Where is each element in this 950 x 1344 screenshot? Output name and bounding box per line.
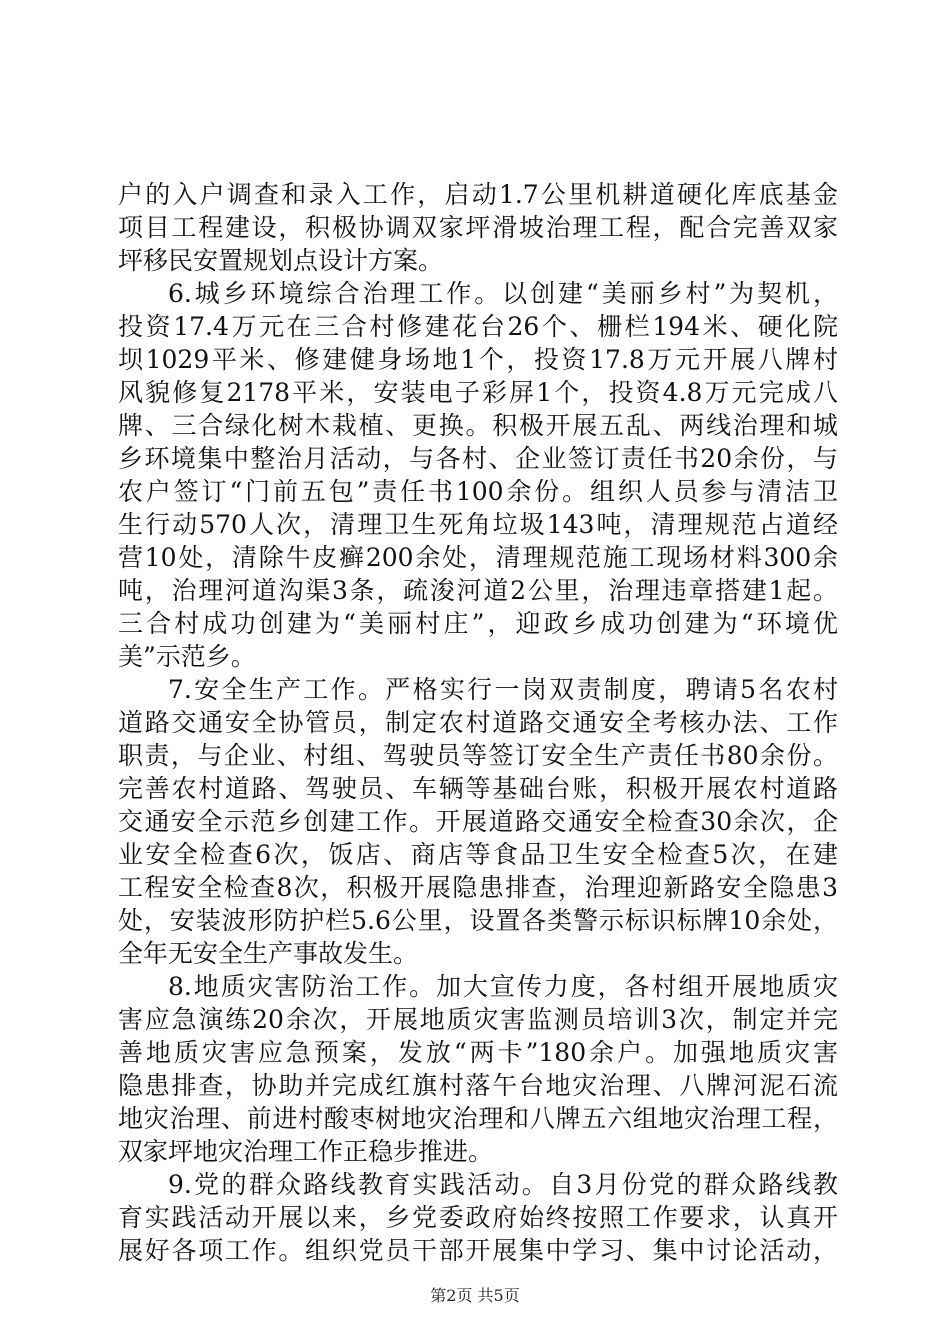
text-line: 6.城乡环境综合治理工作。以创建“美丽乡村”为契机，	[168, 279, 838, 308]
text-line: 户的入户调查和录入工作，启动1.7公里机耕道硬化库底基金	[118, 180, 838, 209]
text-line: 坝1029平米、修建健身场地1个，投资17.8万元开展八牌村	[118, 345, 838, 374]
text-line: 营10处，清除牛皮癣200余处，清理规范施工现场材料300余	[118, 543, 838, 572]
text-line: 项目工程建设，积极协调双家坪滑坡治理工程，配合完善双家	[118, 213, 838, 242]
text-line: 9.党的群众路线教育实践活动。自3月份党的群众路线教	[168, 1170, 838, 1199]
text-line: 业安全检查6次，饭店、商店等食品卫生安全检查5次，在建	[118, 840, 838, 869]
text-line: 8.地质灾害防治工作。加大宣传力度，各村组开展地质灾	[168, 972, 838, 1001]
text-line: 全年无安全生产事故发生。	[118, 939, 419, 968]
text-line: 隐患排查，协助并完成红旗村落午台地灾治理、八牌河泥石流	[118, 1071, 838, 1100]
text-line: 害应急演练20余次，开展地质灾害监测员培训3次，制定并完	[118, 1005, 838, 1034]
text-line: 风貌修复2178平米，安装电子彩屏1个，投资4.8万元完成八	[118, 378, 838, 407]
text-line: 职责，与企业、村组、驾驶员等签订安全生产责任书80余份。	[118, 741, 838, 770]
text-line: 双家坪地灾治理工作正稳步推进。	[118, 1137, 494, 1166]
text-line: 完善农村道路、驾驶员、车辆等基础台账，积极开展农村道路	[118, 774, 838, 803]
text-line: 7.安全生产工作。严格实行一岗双责制度，聘请5名农村	[168, 675, 838, 704]
text-line: 地灾治理、前进村酸枣树地灾治理和八牌五六组地灾治理工程，	[118, 1104, 838, 1133]
text-line: 乡环境集中整治月活动，与各村、企业签订责任书20余份，与	[118, 444, 838, 473]
text-line: 投资17.4万元在三合村修建花台26个、栅栏194米、硬化院	[118, 312, 838, 341]
text-line: 美”示范乡。	[118, 642, 256, 671]
text-line: 工程安全检查8次，积极开展隐患排查，治理迎新路安全隐患3	[118, 873, 838, 902]
text-line: 生行动570人次，清理卫生死角垃圾143吨，清理规范占道经	[118, 510, 838, 539]
text-line: 道路交通安全协管员，制定农村道路交通安全考核办法、工作	[118, 708, 838, 737]
text-line: 处，安装波形防护栏5.6公里，设置各类警示标识标牌10余处，	[118, 906, 838, 935]
document-body	[118, 178, 838, 1267]
text-line: 育实践活动开展以来，乡党委政府始终按照工作要求，认真开	[118, 1203, 838, 1232]
text-line: 善地质灾害应急预案，发放“两卡”180余户。加强地质灾害	[118, 1038, 838, 1067]
text-line: 牌、三合绿化树木栽植、更换。积极开展五乱、两线治理和城	[118, 411, 838, 440]
text-line: 坪移民安置规划点设计方案。	[118, 246, 444, 275]
text-line: 展好各项工作。组织党员干部开展集中学习、集中讨论活动，	[118, 1236, 838, 1265]
text-line: 农户签订“门前五包”责任书100余份。组织人员参与清洁卫	[118, 477, 838, 506]
text-line: 交通安全示范乡创建工作。开展道路交通安全检查30余次，企	[118, 807, 838, 836]
text-line: 吨，治理河道沟渠3条，疏浚河道2公里，治理违章搭建1起。	[118, 576, 838, 605]
text-line: 三合村成功创建为“美丽村庄”，迎政乡成功创建为“环境优	[118, 609, 838, 638]
page-footer: 第2页 共5页	[430, 1286, 520, 1305]
